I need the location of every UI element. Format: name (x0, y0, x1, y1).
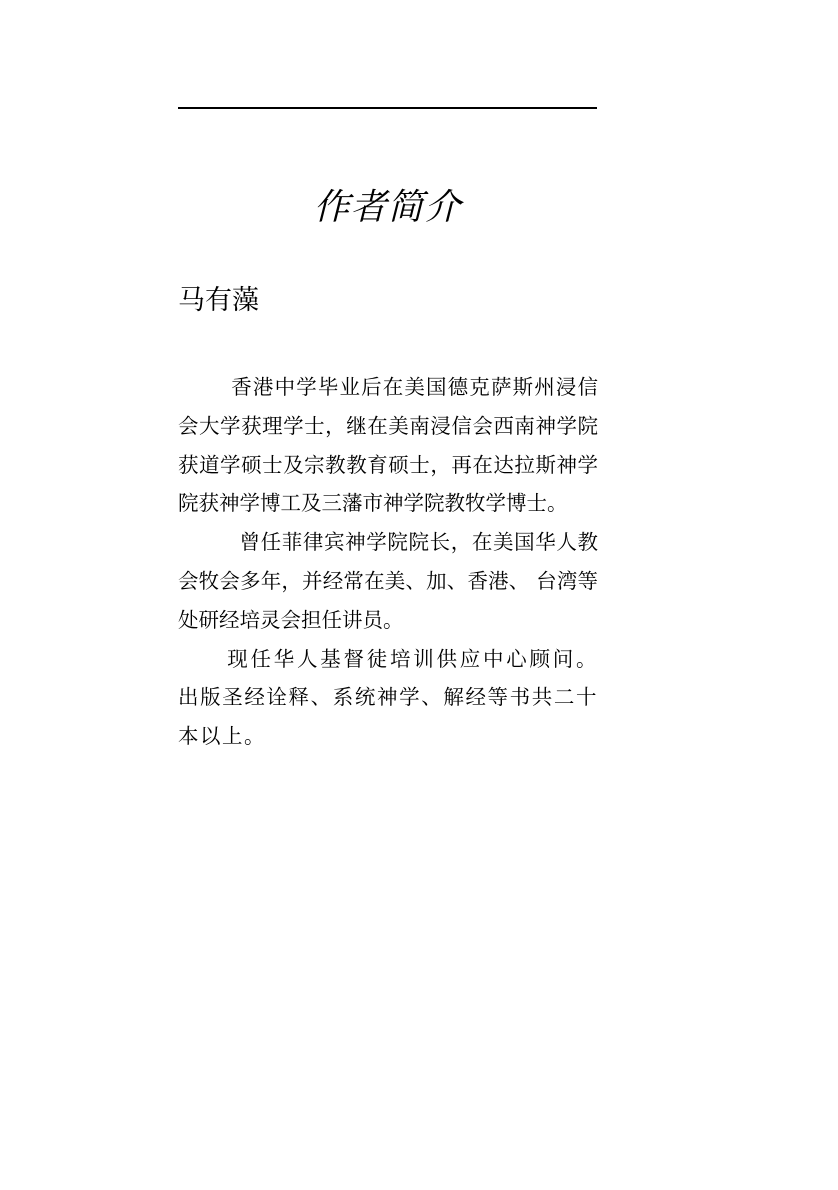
top-horizontal-rule (178, 107, 597, 109)
page-title: 作者简介 (313, 187, 462, 228)
author-biography (178, 368, 598, 756)
bio-paragraph-education: 香港中学毕业后在美国德克萨斯州浸信会大学获理学士，继在美南浸信会西南神学院获道学硕士及宗教教育硕士，再在达拉斯神学院获神学博工及三藩市神学院教牧学博士。 (178, 375, 598, 516)
bio-paragraph-current: 现任华人基督徒培训供应中心顾问。 出版圣经诠释、系统神学、解经等书共二十本以上。 (178, 646, 598, 749)
bio-paragraph-career: 曾任菲律宾神学院院长，在美国华人教会牧会多年，并经常在美、加、香港、 台湾等处研经培灵会担任讲员。 (178, 530, 598, 632)
author-name: 马有藻 (178, 285, 259, 316)
